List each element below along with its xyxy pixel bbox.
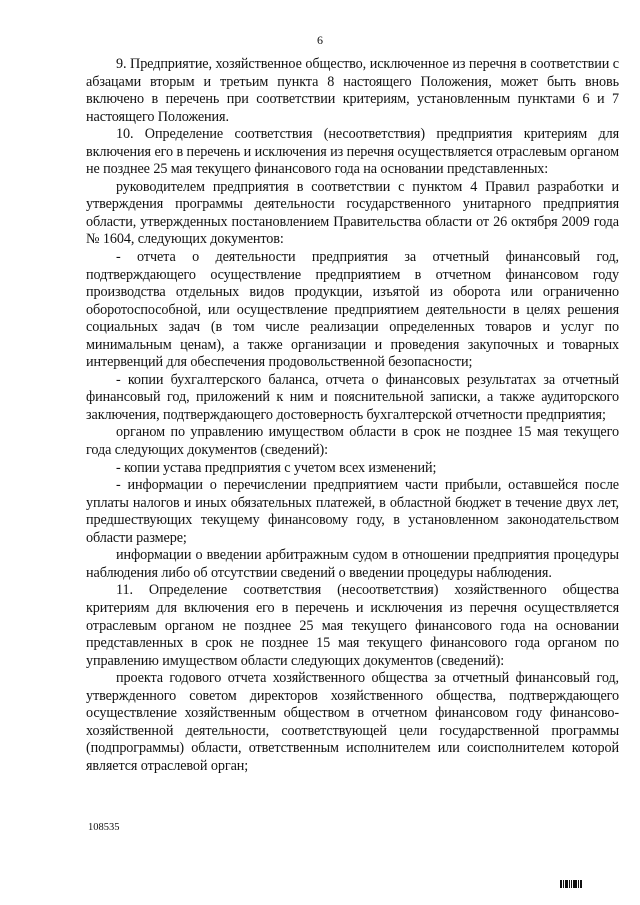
paragraph-11-annual-report-draft: проекта годового отчета хозяйственного общества за отчетный финансовый год, утвержденного советом директоров хозяйственного общества, подтверждающего осуществление хозяйственным обществом в отчетном финансовом году финансово-хозяйственной деятельности, соответствующей цели государственной программы (подпрограммы) области, ответственным исполнителем или соисполнителем которой является отраслевой орган; <box>86 670 619 774</box>
paragraph-10-profit-transfer-item: - информации о перечислении предприятием части прибыли, оставшейся после уплаты налогов и иных обязательных платежей, в областной бюджет в течение двух лет, предшествующих текущему финансовому году, в установленном законодательством области размере; <box>86 477 619 546</box>
paragraph-11: 11. Определение соответствия (несоответствия) хозяйственного общества критериям для включения его в перечень и исключения из перечня осуществляется отраслевым органом не позднее 25 мая текущего финансового года на основании представленных в срок не позднее 15 мая текущего финансового года органом по управлению имуществом области следующих документов (сведений): <box>86 582 619 669</box>
paragraph-10-activity-report-item: - отчета о деятельности предприятия за отчетный финансовый год, подтверждающего осуществление предприятием в отчетном финансовом году производства отдельных видов продукции, изъятой из оборота или ограниченно оборотоспособной, или осуществление предприятием деятельности в целях решения социальных задач (в том числе реализации определенных товаров и услуг по минимальным ценам), а также организации и проведения закупочных и товарных интервенций для обеспечения продовольственной безопасности; <box>86 249 619 371</box>
document-body <box>86 56 619 775</box>
paragraph-10-balance-sheet-item: - копии бухгалтерского баланса, отчета о финансовых результатах за отчетный финансовый год, приложений к ним и пояснительной записки, а также аудиторского заключения, подтверждающего достоверность бухгалтерской отчетности предприятия; <box>86 371 619 423</box>
paragraph-10-bankruptcy-info-item: информации о введении арбитражным судом в отношении предприятия процедуры наблюдения либо об отсутствии сведений о введении процедуры наблюдения. <box>86 547 619 581</box>
paragraph-10: 10. Определение соответствия (несоответствия) предприятия критериям для включения его в перечень и исключения из перечня осуществляется отраслевым органом не позднее 25 мая текущего финансового года на основании представленных: <box>86 126 619 178</box>
paragraph-10-property-authority: органом по управлению имуществом области в срок не позднее 15 мая текущего года следующих документов (сведений): <box>86 424 619 459</box>
paragraph-10-charter-copy-item: - копии устава предприятия с учетом всех изменений; <box>116 459 437 476</box>
page-number: 6 <box>317 33 323 47</box>
document-code: 108535 <box>88 822 120 833</box>
paragraph-10-head-of-enterprise: руководителем предприятия в соответствии с пунктом 4 Правил разработки и утверждения программы деятельности государственного унитарного предприятия области, утвержденных постановлением Правительства области от 26 октября 2009 года № 1604, следующих документов: <box>86 178 619 248</box>
paragraph-9: 9. Предприятие, хозяйственное общество, исключенное из перечня в соответствии с абзацами вторым и третьим пункта 8 настоящего Положения, может быть вновь включено в перечень при соответствии критериям, установленным пунктами 6 и 7 настоящего Положения. <box>86 56 619 125</box>
barcode-mark <box>560 880 582 888</box>
